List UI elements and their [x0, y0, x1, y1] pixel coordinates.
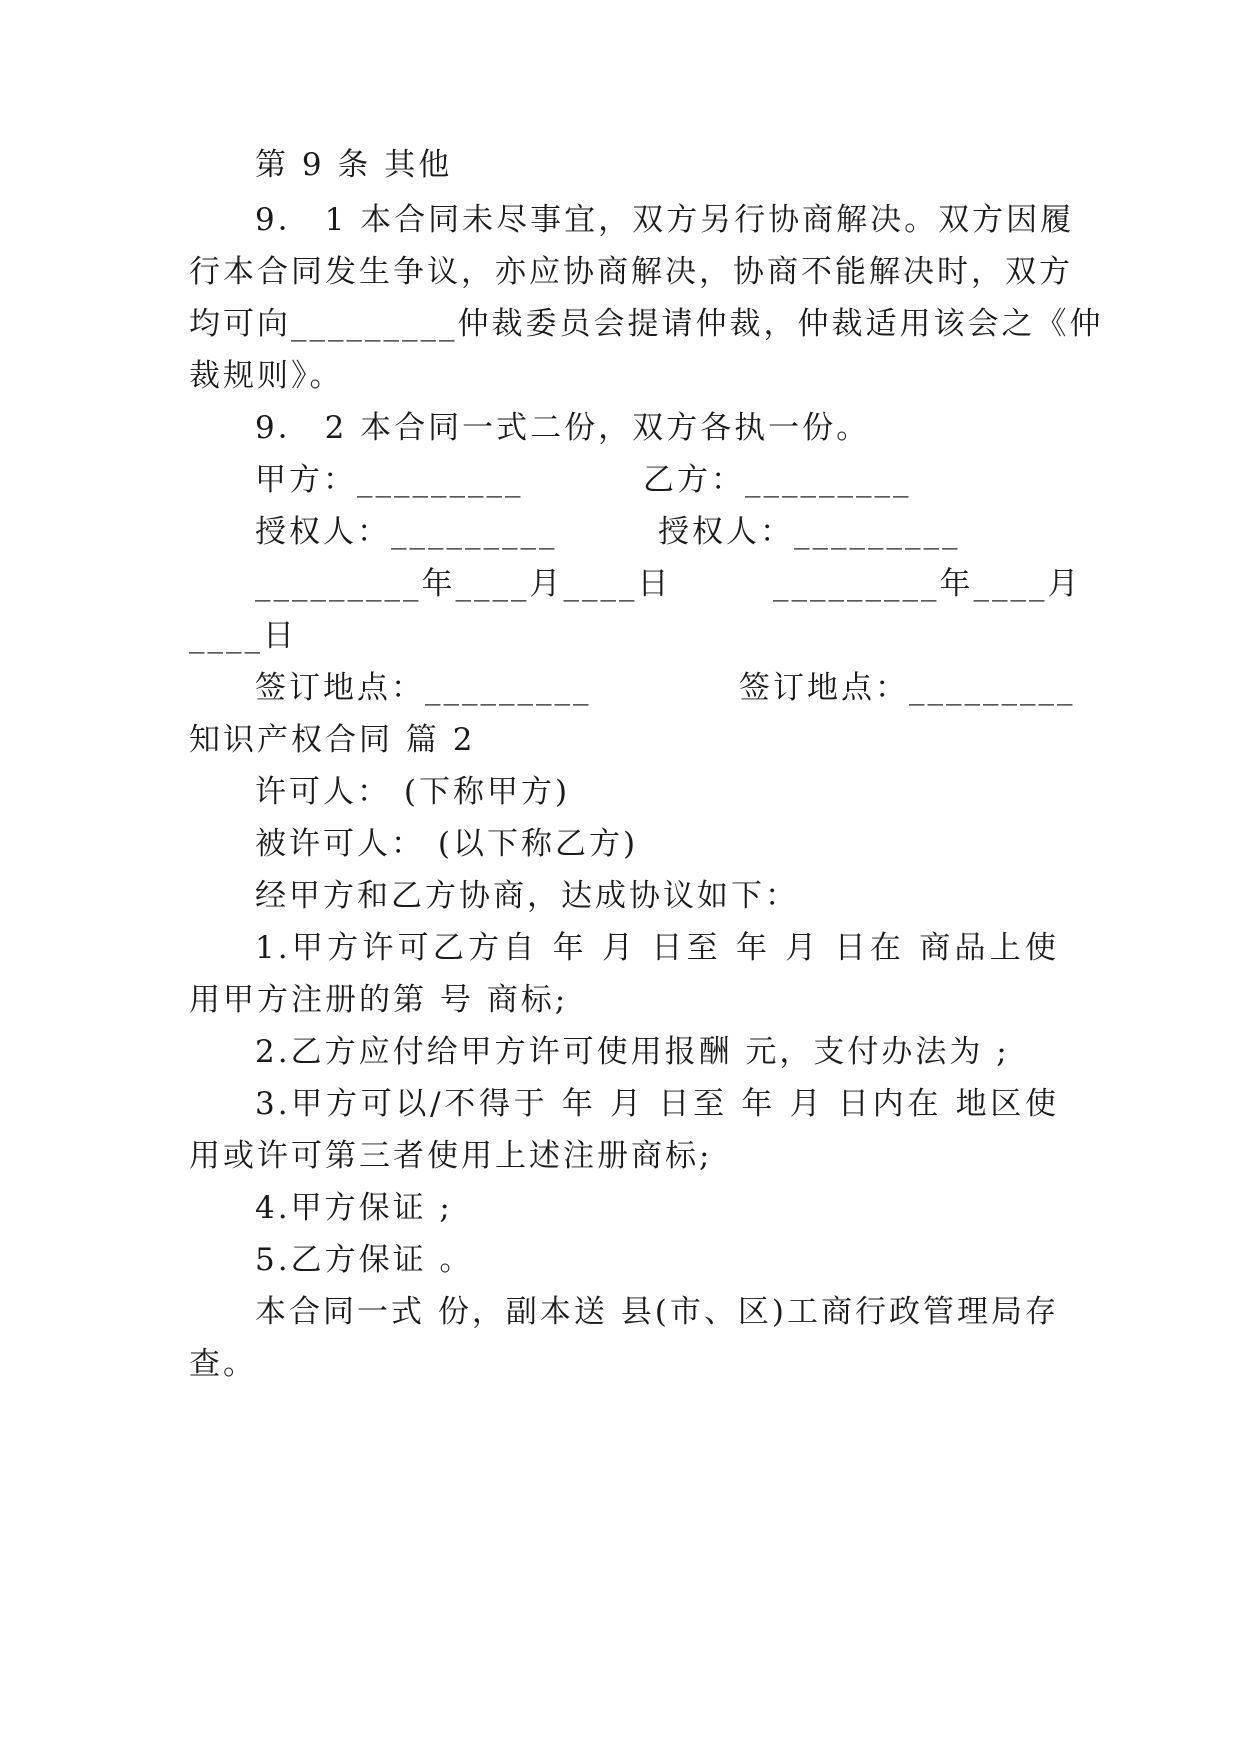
- signature-authorized-row: [255, 512, 1059, 552]
- authorized-a-field: 授权人：_________: [255, 514, 558, 550]
- date-b-field: _________年____月: [773, 566, 1082, 602]
- item-4: 4.甲方保证 ;: [255, 1190, 453, 1226]
- clause-9-2: 9． 2 本合同一式二份，双方各执一份。: [255, 410, 871, 446]
- place-b-field: 签订地点：_________: [739, 670, 1076, 706]
- item-1-line-2: 用甲方注册的第 号 商标;: [189, 982, 569, 1018]
- licensor-line: 许可人： (下称甲方): [255, 774, 571, 810]
- clause-9-1-line-2: 行本合同发生争议，亦应协商解决，协商不能解决时，双方: [189, 254, 1073, 290]
- clause-9-1-line-1: 9． 1 本合同未尽事宜，双方另行协商解决。双方因履: [255, 202, 1075, 238]
- party-b-field: 乙方：_________: [643, 462, 912, 498]
- date-a-field: _________年____月____日: [255, 566, 672, 602]
- section-heading: 第 9 条 其他: [255, 147, 453, 183]
- place-a-field: 签订地点：_________: [255, 670, 592, 706]
- signature-date-row: [255, 564, 1082, 604]
- clause-9-1-line-4: 裁规则》。: [189, 358, 344, 394]
- item-2: 2.乙方应付给甲方许可使用报酬 元，支付办法为 ;: [255, 1034, 1010, 1070]
- signature-party-row: [255, 460, 1059, 500]
- item-5: 5.乙方保证 。: [255, 1242, 474, 1278]
- article-2-title: 知识产权合同 篇 2: [189, 722, 476, 758]
- licensee-line: 被许可人： (以下称乙方): [255, 826, 639, 862]
- party-a-field: 甲方：_________: [255, 462, 524, 498]
- agreement-intro: 经甲方和乙方协商，达成协议如下：: [255, 878, 799, 914]
- clause-9-1-line-3: 均可向_________仲裁委员会提请仲裁，仲裁适用该会之《仲: [189, 306, 1104, 342]
- item-3-line-1: 3.甲方可以/不得于 年 月 日至 年 月 日内在 地区使: [255, 1086, 1059, 1122]
- closing-line-1: 本合同一式 份，副本送 县(市、区)工商行政管理局存: [255, 1294, 1059, 1330]
- item-1-line-1: 1.甲方许可乙方自 年 月 日至 年 月 日在 商品上使: [255, 930, 1059, 966]
- signature-place-row: [255, 668, 1076, 708]
- date-b-continued: ____日: [189, 618, 297, 654]
- closing-line-2: 查。: [189, 1346, 257, 1382]
- item-3-line-2: 用或许可第三者使用上述注册商标;: [189, 1138, 713, 1174]
- authorized-b-field: 授权人：_________: [658, 514, 961, 550]
